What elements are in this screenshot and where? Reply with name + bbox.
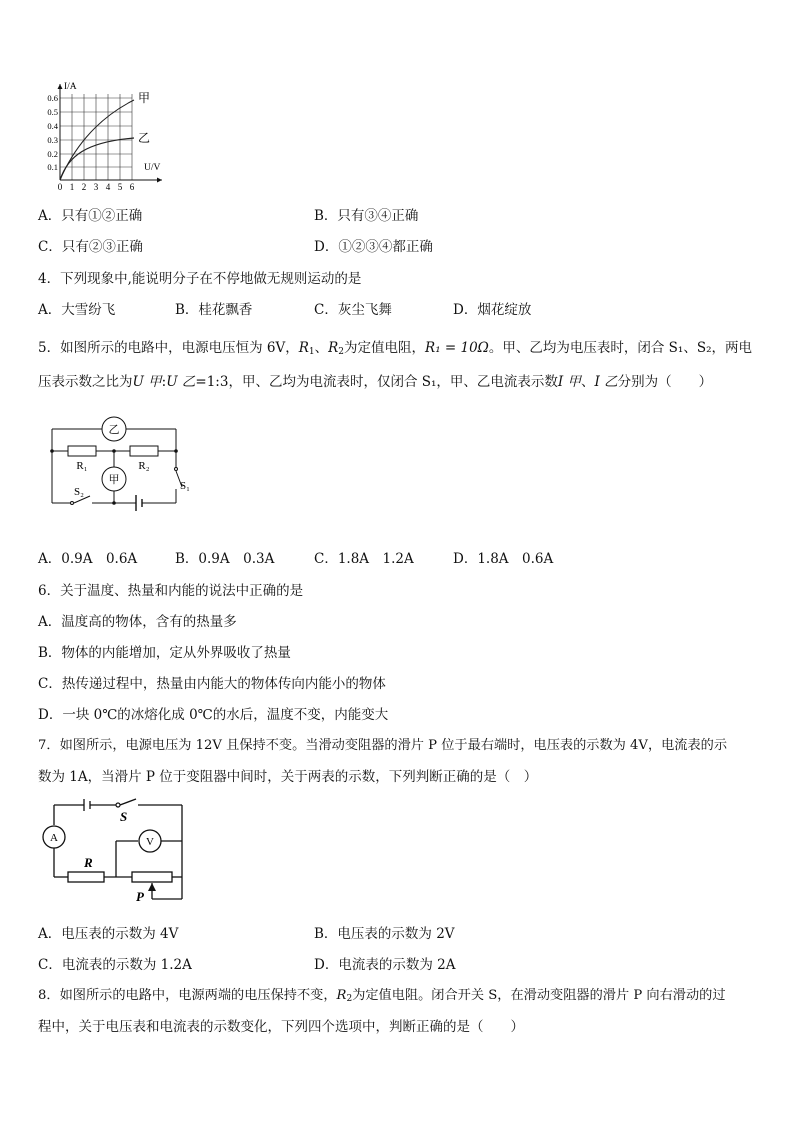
s1-label: S₁: [180, 480, 190, 492]
x-tick: 6: [129, 182, 135, 192]
r2-subscript: 2: [338, 347, 345, 357]
q6-option-a[interactable]: A．温度高的物体，含有的热量多: [38, 614, 237, 630]
slider-p-label: P: [136, 889, 144, 904]
q5-text: 。甲、乙均为电压表时，闭合 S₁、S₂，两电: [488, 340, 752, 356]
y-tick: 0.4: [47, 121, 58, 131]
u-jia-symbol: U 甲: [132, 374, 162, 390]
q7-option-d[interactable]: D．电流表的示数为 2A: [314, 957, 456, 973]
q4-option-a[interactable]: A．大雪纷飞: [38, 302, 116, 318]
q3-option-a[interactable]: A．只有①②正确: [38, 208, 143, 224]
q5-option-c[interactable]: C．1.8A 1.2A: [314, 551, 414, 567]
voltmeter-label: V: [146, 836, 154, 848]
switch-s-label: S: [120, 809, 128, 824]
meter-yi-label: 乙: [108, 424, 120, 436]
q7-option-a[interactable]: A．电压表的示数为 4V: [38, 926, 179, 942]
x-tick: 1: [69, 182, 75, 192]
q7-stem-line1: 7．如图所示，电源电压为 12V 且保持不变。当滑动变阻器的滑片 P 位于最右端时，电压表的示数为 4V，电流表的示: [38, 738, 728, 753]
q3-option-c[interactable]: C．只有②③正确: [38, 239, 143, 255]
r2-label: R₂: [138, 460, 150, 472]
q5-text: 5．如图所示的电路中，电源电压恒为 6V，: [38, 340, 299, 356]
q5-stem-line2: [38, 373, 712, 391]
q6-stem: 6．关于温度、热量和内能的说法中正确的是: [38, 583, 304, 599]
y-axis-label: I/A: [64, 82, 77, 92]
q4-option-c[interactable]: C．灰尘飞舞: [314, 302, 392, 318]
q6-option-d[interactable]: D．一块 0℃的冰熔化成 0℃的水后，温度不变，内能变大: [38, 707, 389, 723]
y-tick: 0.1: [47, 162, 58, 172]
q7-option-c[interactable]: C．电流表的示数为 1.2A: [38, 957, 192, 973]
iu-graph: [38, 80, 168, 192]
q5-stem-line1: [38, 339, 752, 361]
r2-symbol: R: [336, 988, 347, 1003]
q5-text: 为定值电阻，: [344, 340, 426, 356]
q8-text: 为定值电阻。闭合开关 S，在滑动变阻器的滑片 P 向右滑动的过: [352, 988, 726, 1003]
x-tick: 0: [57, 182, 63, 192]
i-yi-symbol: I 乙: [594, 374, 618, 390]
q4-option-b[interactable]: B．桂花飘香: [175, 302, 253, 318]
q5-text: 压表示数之比为: [38, 374, 133, 390]
q5-comma: 、: [314, 340, 329, 356]
y-tick: 0.5: [47, 107, 58, 117]
y-tick: 0.3: [47, 135, 58, 145]
q8-text: 8．如图所示的电路中，电源两端的电压保持不变，: [38, 988, 337, 1003]
meter-jia-label: 甲: [108, 474, 120, 486]
x-tick: 5: [117, 182, 123, 192]
ammeter-label: A: [50, 832, 58, 844]
y-tick: 0.6: [47, 93, 58, 103]
q8-stem-line1: [38, 987, 726, 1008]
r1-equation: R₁ = 10Ω: [425, 340, 489, 356]
r1-subscript: 1: [308, 347, 315, 357]
r2-symbol: R: [328, 340, 339, 356]
q5-option-b[interactable]: B．0.9A 0.3A: [175, 551, 275, 567]
resistor-r-label: R: [84, 855, 93, 870]
q4-option-d[interactable]: D．烟花绽放: [453, 302, 532, 318]
r1-symbol: R: [298, 340, 309, 356]
q7-option-b[interactable]: B．电压表的示数为 2V: [314, 926, 455, 942]
i-jia-symbol: I 甲: [557, 374, 582, 390]
u-yi-symbol: U 乙: [166, 374, 196, 390]
q3-option-b[interactable]: B．只有③④正确: [314, 208, 419, 224]
q5-text: 分别为（ ）: [617, 374, 713, 390]
r2-subscript: 2: [346, 994, 353, 1004]
q5-colon: :: [161, 374, 167, 390]
y-tick: 0.2: [47, 149, 58, 159]
q3-option-d[interactable]: D．①②③④都正确: [314, 239, 433, 255]
x-tick: 4: [105, 182, 111, 192]
r1-label: R₁: [76, 460, 88, 472]
q4-stem: 4．下列现象中,能说明分子在不停地做无规则运动的是: [38, 271, 362, 287]
q8-stem-line2: 程中，关于电压表和电流表的示数变化，下列四个选项中，判断正确的是（ ）: [38, 1019, 524, 1035]
q5-text: =1:3，甲、乙均为电流表时，仅闭合 S₁，甲、乙电流表示数: [195, 374, 558, 390]
s2-label: S₂: [74, 486, 84, 498]
x-axis-label: U/V: [144, 163, 161, 173]
q5-option-a[interactable]: A．0.9A 0.6A: [38, 551, 138, 567]
q6-option-b[interactable]: B．物体的内能增加，定从外界吸收了热量: [38, 645, 291, 661]
q7-stem-line2: 数为 1A，当滑片 P 位于变阻器中间时，关于两表的示数，下列判断正确的是（ ）: [38, 769, 538, 785]
x-tick: 3: [93, 182, 99, 192]
q6-option-c[interactable]: C．热传递过程中，热量由内能大的物体传向内能小的物体: [38, 676, 386, 692]
x-tick: 2: [81, 182, 87, 192]
q5-option-d[interactable]: D．1.8A 0.6A: [453, 551, 554, 567]
curve-label-jia: 甲: [138, 91, 151, 105]
q7-circuit-diagram: [40, 797, 190, 905]
curve-label-yi: 乙: [138, 131, 151, 145]
q5-separator: 、: [581, 374, 595, 390]
q5-circuit-diagram: [44, 413, 194, 513]
